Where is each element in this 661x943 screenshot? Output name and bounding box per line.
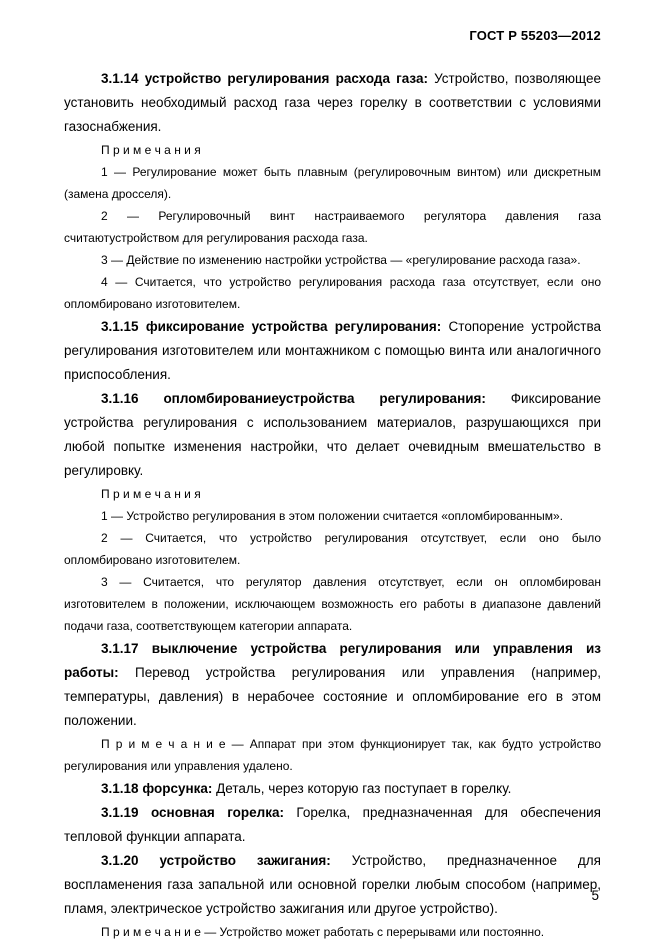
term-definition: Стопорение устройства регулирования изготовителем или монтажником с помощью винта или аналогичного приспособления. xyxy=(64,319,601,382)
note-paragraph: 4 — Считается, что устройство регулирования расхода газа отсутствует, если оно опломбировано изготовителем. xyxy=(64,275,601,311)
note-paragraph: 1 — Устройство регулирования в этом положении считается «опломбированным». xyxy=(101,509,563,523)
term-title: устройство зажигания: xyxy=(159,853,331,868)
term-entry xyxy=(64,387,601,483)
note-paragraph: 1 — Регулирование может быть плавным (регулировочным винтом) или дискретным (замена дросселя). xyxy=(64,165,601,201)
note-paragraph: 3 — Действие по изменению настройки устройства — «регулирование расхода газа». xyxy=(101,253,581,267)
note-paragraph: П р и м е ч а н и е — Аппарат при этом функционирует так, как будто устройство регулирования или управления удалено. xyxy=(64,737,601,773)
term-title: форсунка: xyxy=(142,781,213,796)
term-title: выключение устройства регулирования или управления из работы: xyxy=(64,641,601,680)
term-definition: Деталь, через которую газ поступает в горелку. xyxy=(216,781,512,796)
note-paragraph: П р и м е ч а н и е — Устройство может работать с перерывами или постоянно. xyxy=(101,925,545,939)
note-paragraph: 3 — Считается, что регулятор давления отсутствует, если он опломбирован изготовителем в положении, исключающем возможность его работы в диапазоне давлений подачи газа, соответствующем категории аппарата. xyxy=(64,575,601,633)
term-number: 3.1.20 xyxy=(101,853,139,868)
page-header xyxy=(64,28,601,43)
term-number: 3.1.17 xyxy=(101,641,139,656)
term-title: опломбированиеустройства регулирования: xyxy=(163,391,486,406)
term-entry xyxy=(64,315,601,387)
term-definition: Перевод устройства регулирования или управления (например, температуры, давления) в нерабочее состояние и опломбирование его в этом положении. xyxy=(64,665,601,728)
term-entry xyxy=(64,67,601,139)
term-title: устройство регулирования расхода газа: xyxy=(144,71,428,86)
term-entry xyxy=(64,637,601,733)
term-entry xyxy=(64,849,601,921)
term-definition: Фиксирование устройства регулирования с использованием материалов, разрушающихся при любой попытке изменения настройки, что делает очевидным вмешательство в регулировку. xyxy=(64,391,601,478)
term-definition: Устройство, предназначенное для воспламенения газа запальной или основной горелки любым способом (например, пламя, электрическое устройство зажигания или другое устройство). xyxy=(64,853,601,916)
notes-header: П р и м е ч а н и я xyxy=(101,143,201,157)
term-entry xyxy=(64,801,601,849)
term-number: 3.1.14 xyxy=(101,71,139,86)
term-definition: Устройство, позволяющее установить необходимый расход газа через горелку в соответствии с условиями газоснабжения. xyxy=(64,71,601,134)
notes-header: П р и м е ч а н и я xyxy=(101,487,201,501)
term-number: 3.1.19 xyxy=(101,805,139,820)
note-paragraph: 2 — Считается, что устройство регулирования отсутствует, если оно было опломбировано изготовителем. xyxy=(64,531,601,567)
note-paragraph: 2 — Регулировочный винт настраиваемого регулятора давления газа считаютустройством для регулирования расхода газа. xyxy=(64,209,601,245)
document-body xyxy=(64,67,601,943)
term-entry xyxy=(64,777,601,801)
page-number: 5 xyxy=(591,888,599,903)
term-title: фиксирование устройства регулирования: xyxy=(145,319,442,334)
term-definition: Горелка, предназначенная для обеспечения тепловой функции аппарата. xyxy=(64,805,601,844)
term-number: 3.1.18 xyxy=(101,781,139,796)
term-title: основная горелка: xyxy=(150,805,284,820)
term-number: 3.1.15 xyxy=(101,319,139,334)
term-number: 3.1.16 xyxy=(101,391,139,406)
document-code: ГОСТ Р 55203—2012 xyxy=(469,28,601,43)
